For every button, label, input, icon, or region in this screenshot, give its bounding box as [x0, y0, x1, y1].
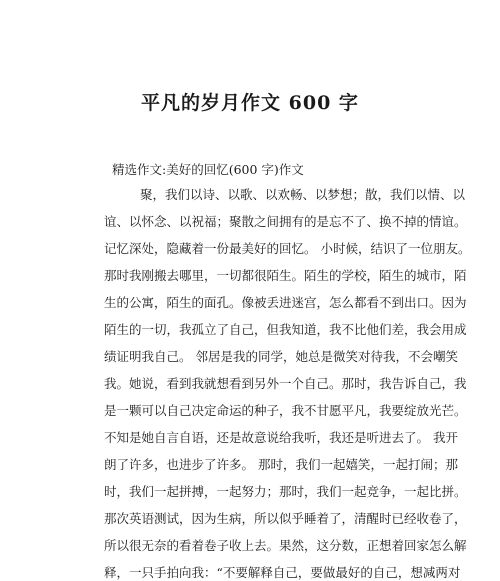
body-line: 绩证明我自己。 邻居是我的同学，她总是微笑对待我，不会嘲笑 — [104, 349, 458, 364]
body-line: 聚，我们以诗、以歌、以欢畅、以梦想；散，我们以情、以 — [140, 187, 466, 202]
body-line: 释，一只手拍向我：“不要解释自己，要做最好的自己，想减两对 — [104, 565, 461, 580]
body-line: 时，我们一起拼搏，一起努力；那时，我们一起竞争，一起比拼。 — [104, 484, 467, 499]
body-line: 陌生的一切，我孤立了自己，但我知道，我不比他们差，我会用成 — [104, 322, 467, 337]
body-line: 生的公寓，陌生的面孔。像被丢进迷宫，怎么都看不到出口。因为 — [104, 295, 467, 310]
body-line: 那时我刚搬去哪里，一切都很陌生。陌生的学校，陌生的城市，陌 — [104, 268, 467, 283]
body-line: 谊、以怀念、以祝福；聚散之间拥有的是忘不了、换不掉的情谊。 — [104, 214, 467, 229]
body-line: 那次英语测试，因为生病，所以似乎睡着了，清醒时已经收卷了， — [104, 511, 467, 526]
body-line: 所以很无奈的看着卷子收上去。果然，这分数，正想着回家怎么解 — [104, 538, 467, 553]
document-title: 平凡的岁月作文 600 字 — [141, 92, 359, 114]
body-line: 记忆深处，隐藏着一份最美好的回忆。 小时候，结识了一位朋友。 — [104, 241, 471, 256]
body-line: 不知是她自言自语，还是故意说给我听，我还是听进去了。 我开 — [104, 430, 458, 445]
body-line: 我。她说，看到我就想看到另外一个自己。那时，我告诉自己，我 — [104, 376, 467, 391]
body-line: 朗了许多，也进步了许多。 那时，我们一起嬉笑，一起打闹；那 — [104, 457, 458, 472]
body-line: 是一颗可以自己决定命运的种子，我不甘愿平凡，我要绽放光芒。 — [104, 403, 467, 418]
document-subtitle: 精选作文:美好的回忆(600 字)作文 — [112, 162, 304, 177]
